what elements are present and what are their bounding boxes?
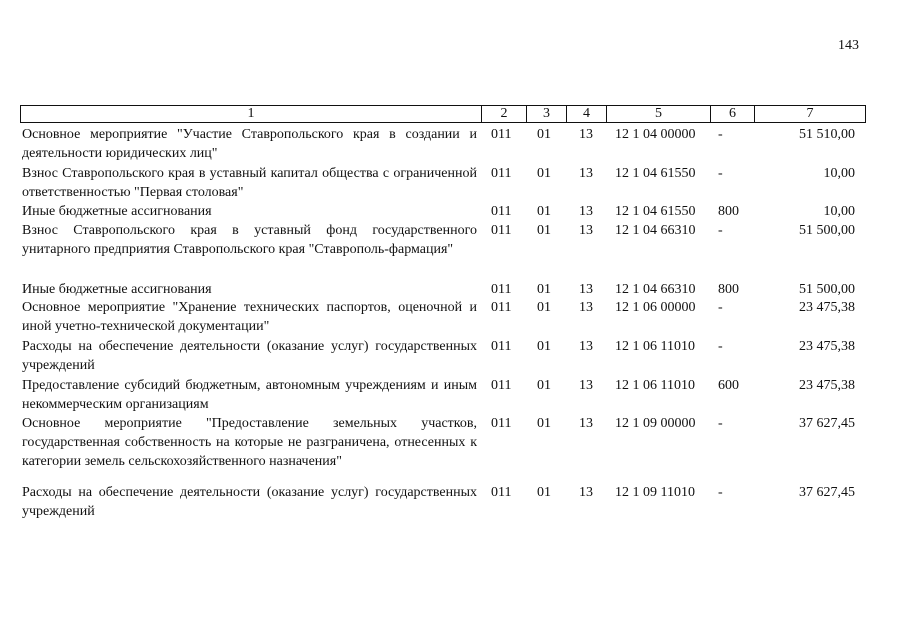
header-col-1: 1 bbox=[247, 106, 255, 121]
row-section-code: 01 bbox=[537, 282, 551, 297]
row-subsection-code: 13 bbox=[579, 204, 593, 219]
header-col-3: 3 bbox=[526, 106, 566, 122]
row-subsection-code: 13 bbox=[579, 223, 593, 238]
row-ministry-code: 011 bbox=[491, 127, 512, 142]
row-expense-type: - bbox=[718, 416, 723, 431]
row-section-code: 01 bbox=[537, 485, 551, 500]
header-col-2: 2 bbox=[481, 106, 526, 122]
row-expense-type: - bbox=[718, 485, 723, 500]
row-ministry-code: 011 bbox=[491, 416, 512, 431]
row-expense-type: 600 bbox=[718, 378, 739, 393]
row-expense-type: - bbox=[718, 300, 723, 315]
row-ministry-code: 011 bbox=[491, 166, 512, 181]
row-amount: 23 475,38 bbox=[799, 339, 855, 354]
row-amount: 51 510,00 bbox=[799, 127, 855, 142]
row-section-code: 01 bbox=[537, 223, 551, 238]
row-subsection-code: 13 bbox=[579, 339, 593, 354]
row-subsection-code: 13 bbox=[579, 282, 593, 297]
row-expense-type: - bbox=[718, 223, 723, 238]
row-ministry-code: 011 bbox=[491, 300, 512, 315]
row-section-code: 01 bbox=[537, 339, 551, 354]
header-col-6: 6 bbox=[710, 106, 754, 122]
row-ministry-code: 011 bbox=[491, 339, 512, 354]
row-target-article: 12 1 06 00000 bbox=[615, 300, 696, 315]
row-subsection-code: 13 bbox=[579, 378, 593, 393]
header-col-7: 7 bbox=[754, 106, 865, 122]
row-ministry-code: 011 bbox=[491, 378, 512, 393]
row-description: Основное мероприятие "Хранение технических паспортов, оценочной и иной учетно-технической документации" bbox=[22, 300, 477, 334]
row-amount: 23 475,38 bbox=[799, 378, 855, 393]
row-section-code: 01 bbox=[537, 416, 551, 431]
row-ministry-code: 011 bbox=[491, 282, 512, 297]
row-subsection-code: 13 bbox=[579, 416, 593, 431]
row-amount: 37 627,45 bbox=[799, 416, 855, 431]
row-target-article: 12 1 04 66310 bbox=[615, 223, 696, 238]
row-description: Основное мероприятие "Предоставление земельных участков, государственная собственность на которые не разграничена, отнесенных к категории земель сельскохозяйственного назначения" bbox=[22, 416, 477, 469]
row-expense-type: 800 bbox=[718, 204, 739, 219]
row-section-code: 01 bbox=[537, 166, 551, 181]
row-target-article: 12 1 04 61550 bbox=[615, 204, 696, 219]
row-expense-type: - bbox=[718, 166, 723, 181]
row-section-code: 01 bbox=[537, 300, 551, 315]
row-description: Предоставление субсидий бюджетным, автономным учреждениям и иным некоммерческим организациям bbox=[22, 378, 477, 412]
row-amount: 37 627,45 bbox=[799, 485, 855, 500]
row-description: Взнос Ставропольского края в уставный фонд государственного унитарного предприятия Ставропольского края "Ставрополь-фармация" bbox=[22, 223, 477, 257]
row-target-article: 12 1 06 11010 bbox=[615, 378, 695, 393]
row-subsection-code: 13 bbox=[579, 166, 593, 181]
header-col-4: 4 bbox=[566, 106, 606, 122]
table-header bbox=[20, 105, 866, 123]
row-target-article: 12 1 04 66310 bbox=[615, 282, 696, 297]
row-target-article: 12 1 09 00000 bbox=[615, 416, 696, 431]
row-expense-type: - bbox=[718, 339, 723, 354]
row-target-article: 12 1 04 61550 bbox=[615, 166, 696, 181]
row-target-article: 12 1 04 00000 bbox=[615, 127, 696, 142]
row-subsection-code: 13 bbox=[579, 127, 593, 142]
header-col-5: 5 bbox=[606, 106, 710, 122]
row-expense-type: 800 bbox=[718, 282, 739, 297]
row-expense-type: - bbox=[718, 127, 723, 142]
row-description: Взнос Ставропольского края в уставный капитал общества с ограниченной ответственностью "Первая столовая" bbox=[22, 166, 477, 200]
row-amount: 10,00 bbox=[823, 166, 855, 181]
row-section-code: 01 bbox=[537, 378, 551, 393]
row-description: Иные бюджетные ассигнования bbox=[22, 282, 212, 297]
row-section-code: 01 bbox=[537, 127, 551, 142]
page-number: 143 bbox=[838, 38, 859, 53]
row-subsection-code: 13 bbox=[579, 485, 593, 500]
row-description: Расходы на обеспечение деятельности (оказание услуг) государственных учреждений bbox=[22, 485, 477, 519]
row-amount: 23 475,38 bbox=[799, 300, 855, 315]
row-description: Иные бюджетные ассигнования bbox=[22, 204, 212, 219]
row-subsection-code: 13 bbox=[579, 300, 593, 315]
row-amount: 51 500,00 bbox=[799, 282, 855, 297]
row-target-article: 12 1 09 11010 bbox=[615, 485, 695, 500]
row-ministry-code: 011 bbox=[491, 223, 512, 238]
row-ministry-code: 011 bbox=[491, 485, 512, 500]
row-ministry-code: 011 bbox=[491, 204, 512, 219]
row-amount: 51 500,00 bbox=[799, 223, 855, 238]
row-description: Расходы на обеспечение деятельности (оказание услуг) государственных учреждений bbox=[22, 339, 477, 373]
row-description: Основное мероприятие "Участие Ставропольского края в создании и деятельности юридических лиц" bbox=[22, 127, 477, 161]
row-amount: 10,00 bbox=[823, 204, 855, 219]
row-target-article: 12 1 06 11010 bbox=[615, 339, 695, 354]
row-section-code: 01 bbox=[537, 204, 551, 219]
